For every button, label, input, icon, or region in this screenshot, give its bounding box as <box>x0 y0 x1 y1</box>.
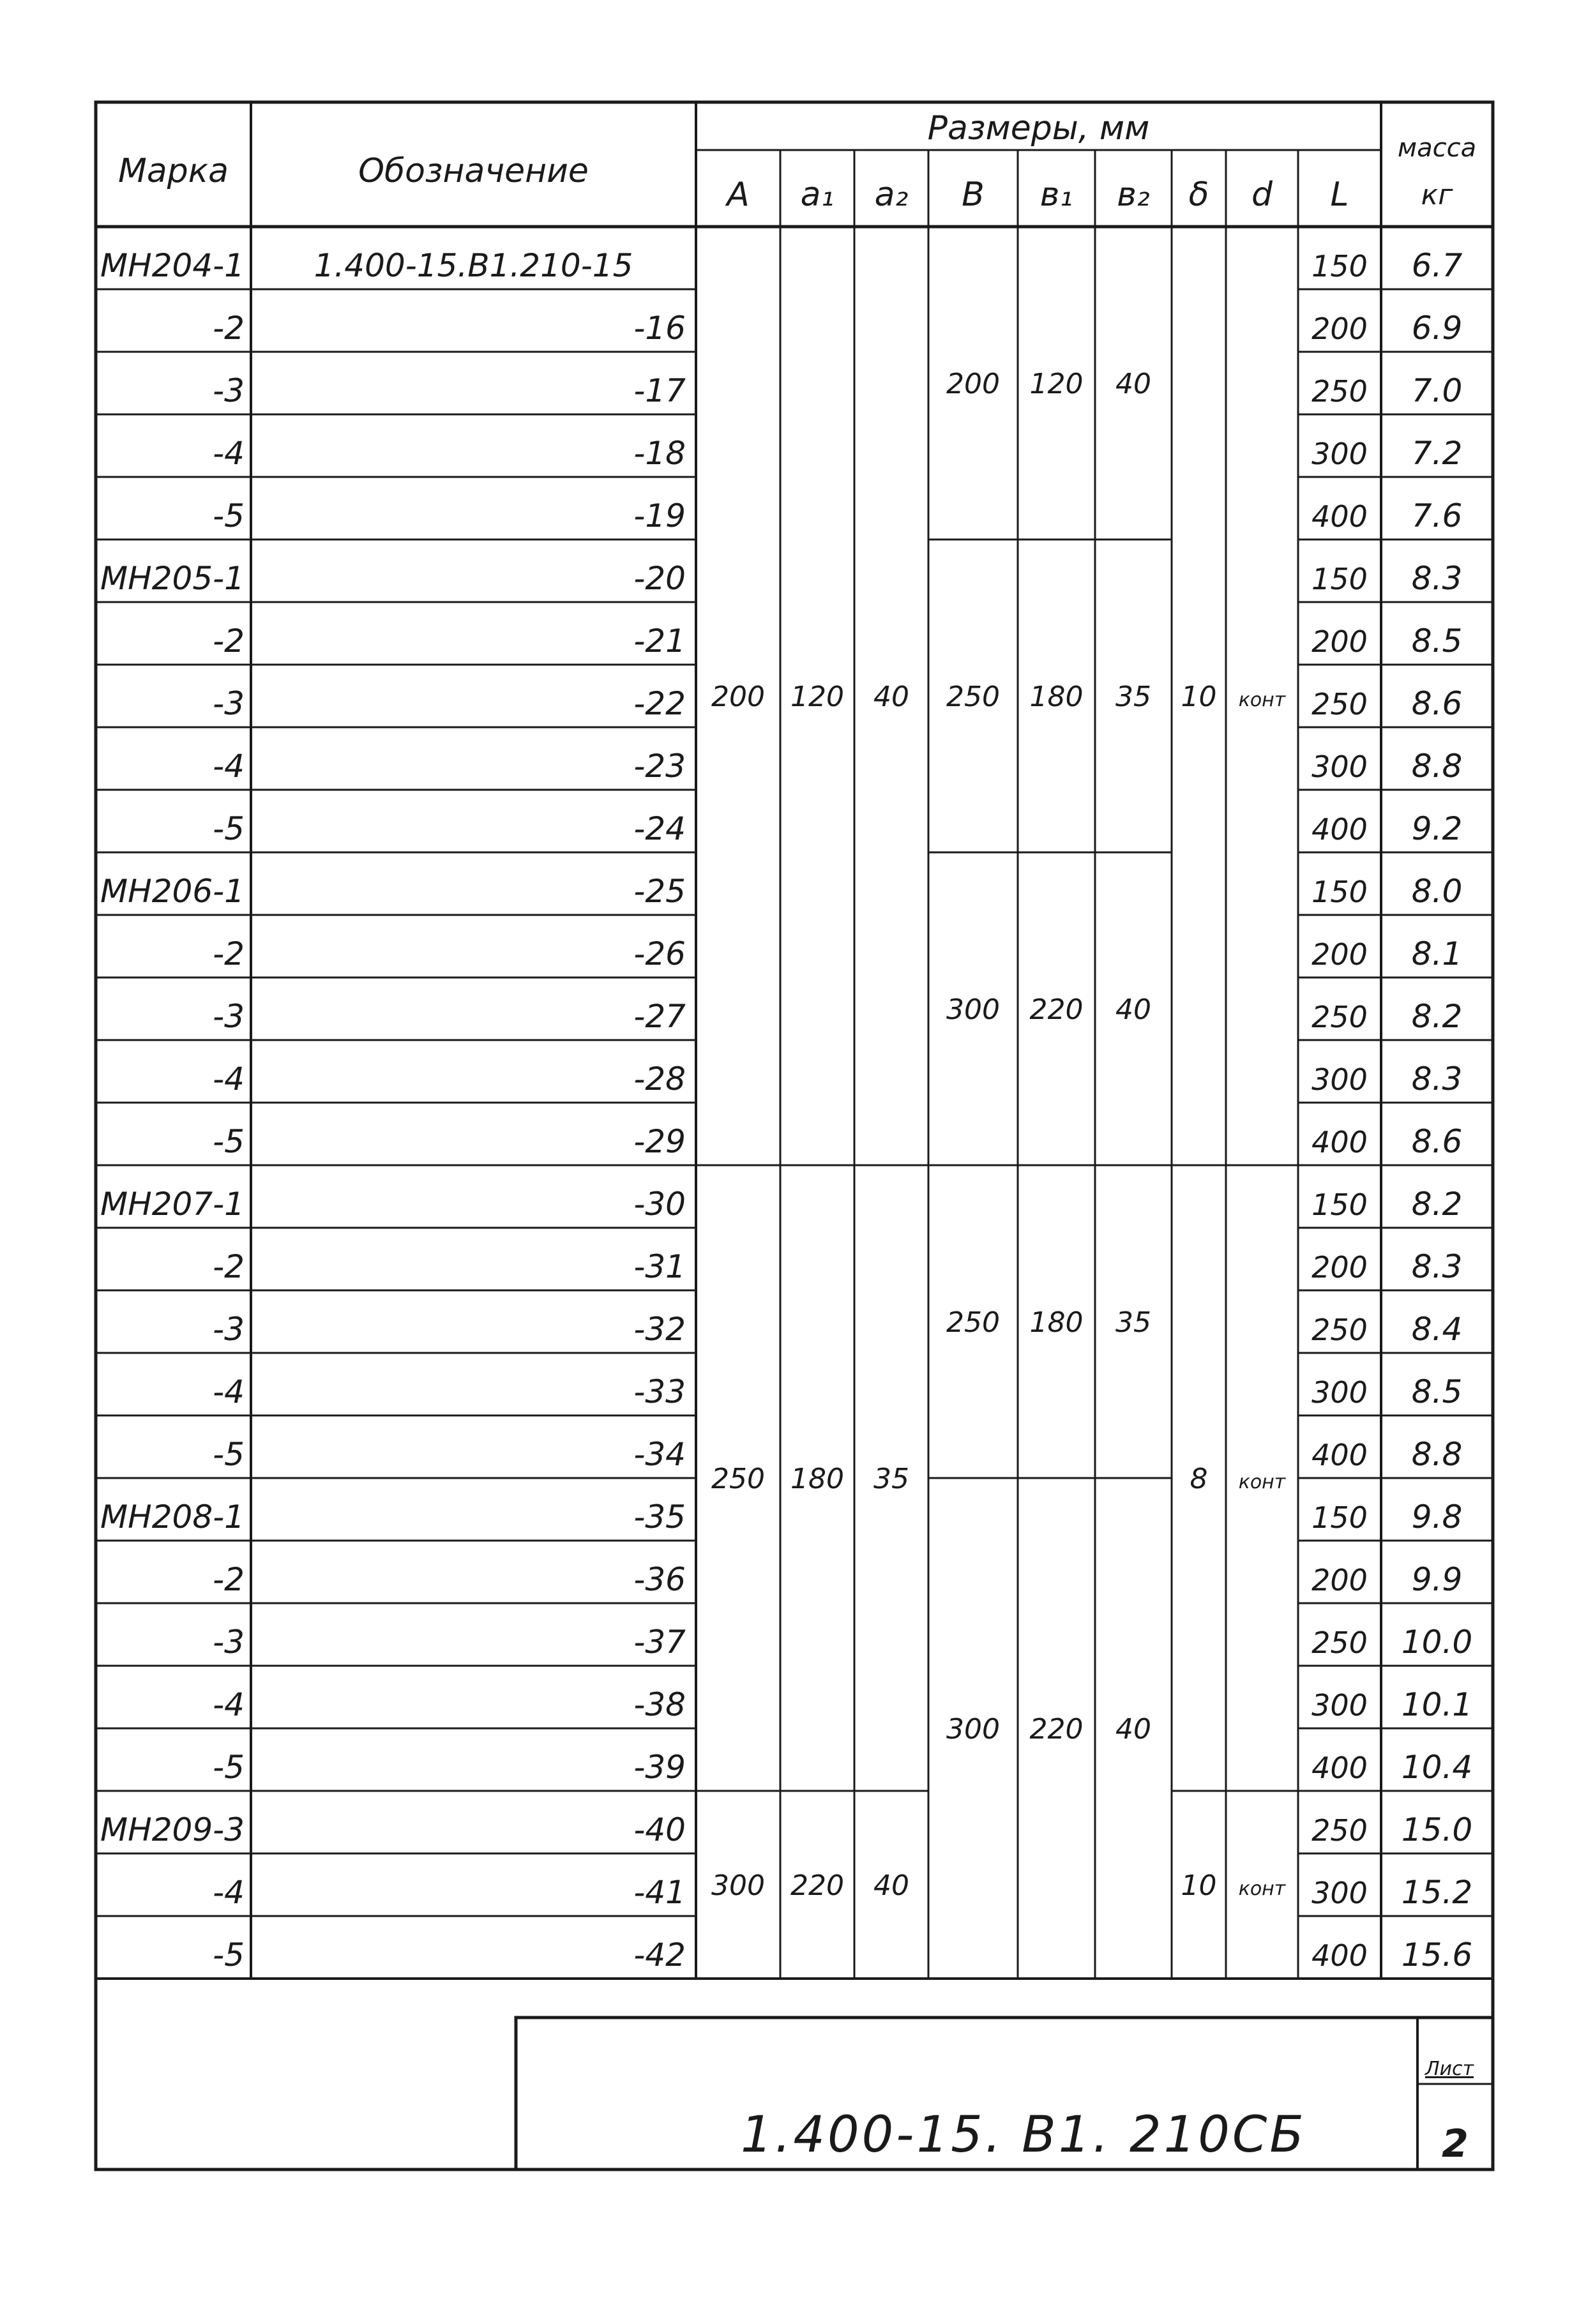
cell-designation: -39 <box>633 1749 686 1786</box>
col-b2-header: в₂ <box>1117 176 1150 214</box>
cell-designation: -20 <box>633 560 686 597</box>
group-B: 300 <box>946 993 1000 1026</box>
cell-designation: -28 <box>633 1060 686 1098</box>
cell-designation: -29 <box>633 1123 686 1160</box>
cell-mass: 7.0 <box>1411 372 1463 409</box>
cell-designation: -30 <box>633 1186 686 1223</box>
cell-L: 200 <box>1311 312 1368 346</box>
cell-mark: -5 <box>213 1749 245 1786</box>
cell-L: 400 <box>1311 1125 1368 1159</box>
col-d-header: d <box>1251 176 1273 214</box>
group-a1: 220 <box>790 1869 844 1902</box>
cell-mark: -3 <box>213 685 245 722</box>
cell-designation: -25 <box>633 873 686 910</box>
cell-mass: 8.5 <box>1411 622 1463 660</box>
cell-mark: -3 <box>213 372 245 409</box>
cell-mass: 8.3 <box>1411 560 1463 597</box>
cell-mass: 8.3 <box>1411 1060 1463 1098</box>
cell-mark: -2 <box>213 622 245 660</box>
cell-L: 300 <box>1311 437 1368 471</box>
col-L-header: L <box>1330 176 1349 214</box>
group-B: 300 <box>946 1713 1000 1746</box>
cell-L: 150 <box>1311 1188 1368 1222</box>
group-d: конт <box>1238 689 1286 711</box>
cell-L: 200 <box>1311 1250 1368 1285</box>
cell-L: 400 <box>1311 1938 1368 1973</box>
table-grid <box>96 102 1493 2169</box>
col-a2-header: a₂ <box>874 176 909 214</box>
col-a1-header: a₁ <box>800 176 835 214</box>
cell-mark: -2 <box>213 1561 245 1598</box>
cell-mark: -3 <box>213 998 245 1035</box>
cell-mass: 15.6 <box>1401 1936 1473 1973</box>
cell-mark: -4 <box>213 1373 245 1410</box>
cell-L: 250 <box>1311 1626 1368 1660</box>
cell-mark: МН207-1 <box>100 1186 245 1223</box>
cell-mass: 8.2 <box>1411 1186 1463 1223</box>
cell-L: 250 <box>1311 1000 1368 1034</box>
group-delta: 10 <box>1181 1869 1217 1902</box>
group-delta: 10 <box>1181 681 1217 713</box>
document-code: 1.400-15. В1. 210СБ <box>741 2106 1306 2164</box>
cell-mark: -2 <box>213 310 245 347</box>
cell-mark: МН206-1 <box>100 873 245 910</box>
cell-L: 300 <box>1311 1375 1368 1410</box>
cell-designation: -26 <box>633 935 686 972</box>
cell-designation: 1.400-15.В1.210-15 <box>314 247 633 284</box>
group-A: 200 <box>711 681 765 713</box>
header-mark: Марка <box>117 152 229 190</box>
cell-designation: -33 <box>633 1373 686 1410</box>
cell-mark: МН204-1 <box>100 247 245 284</box>
cell-designation: -42 <box>633 1936 686 1973</box>
cell-mark: -5 <box>213 810 245 847</box>
cell-L: 400 <box>1311 812 1368 847</box>
cell-designation: -22 <box>633 685 686 722</box>
cell-mass: 7.2 <box>1411 435 1463 472</box>
col-B-header: B <box>962 176 985 214</box>
cell-mark: -4 <box>213 1686 245 1723</box>
cell-designation: -32 <box>633 1311 686 1348</box>
cell-mass: 8.6 <box>1411 685 1463 722</box>
group-B: 250 <box>946 681 1000 713</box>
cell-mass: 9.9 <box>1411 1561 1463 1598</box>
cell-designation: -37 <box>633 1624 686 1661</box>
group-a2: 40 <box>873 681 909 713</box>
cell-mass: 8.6 <box>1411 1123 1463 1160</box>
cell-designation: -18 <box>633 435 686 472</box>
cell-mass: 9.8 <box>1411 1498 1463 1535</box>
group-A: 300 <box>711 1869 765 1902</box>
cell-mass: 9.2 <box>1411 810 1463 847</box>
cell-designation: -34 <box>633 1436 686 1473</box>
group-b1: 220 <box>1029 1713 1084 1746</box>
cell-mass: 8.8 <box>1411 1436 1463 1473</box>
cell-mass: 8.4 <box>1411 1311 1463 1348</box>
cell-mark: -2 <box>213 935 245 972</box>
sheet-label: Лист <box>1425 2058 1474 2080</box>
cell-L: 150 <box>1311 875 1368 909</box>
group-b2: 35 <box>1115 1306 1151 1339</box>
cell-designation: -21 <box>633 622 686 660</box>
cell-designation: -36 <box>633 1561 686 1598</box>
cell-L: 250 <box>1311 1813 1368 1848</box>
col-delta-header: δ <box>1188 176 1209 214</box>
cell-designation: -40 <box>633 1811 686 1848</box>
cell-mass: 6.7 <box>1411 247 1463 284</box>
group-b2: 40 <box>1115 1713 1151 1746</box>
group-b1: 180 <box>1029 1306 1084 1339</box>
group-b1: 180 <box>1029 681 1084 713</box>
cell-L: 400 <box>1311 499 1368 534</box>
cell-mass: 10.0 <box>1401 1624 1473 1661</box>
group-B: 200 <box>946 368 1000 400</box>
group-a2: 35 <box>873 1463 909 1495</box>
group-d: конт <box>1238 1471 1286 1493</box>
table-cells <box>100 109 1476 1973</box>
header-mass: масса <box>1397 133 1477 163</box>
cell-designation: -23 <box>633 748 686 785</box>
cell-designation: -17 <box>633 372 686 409</box>
cell-mark: -5 <box>213 1936 245 1973</box>
cell-L: 300 <box>1311 1876 1368 1910</box>
cell-mass: 8.3 <box>1411 1248 1463 1285</box>
cell-L: 300 <box>1311 1062 1368 1097</box>
cell-mass: 10.1 <box>1401 1686 1473 1723</box>
cell-mass: 8.0 <box>1411 873 1463 910</box>
cell-mass: 8.2 <box>1411 998 1463 1035</box>
cell-designation: -35 <box>633 1498 686 1535</box>
cell-mark: -5 <box>213 1123 245 1160</box>
cell-L: 300 <box>1311 1688 1368 1723</box>
group-delta: 8 <box>1190 1463 1208 1495</box>
cell-L: 200 <box>1311 624 1368 659</box>
cell-L: 250 <box>1311 687 1368 721</box>
cell-mark: -3 <box>213 1624 245 1661</box>
cell-mark: -4 <box>213 1874 245 1911</box>
cell-mark: -2 <box>213 1248 245 1285</box>
cell-designation: -31 <box>633 1248 686 1285</box>
cell-mass: 10.4 <box>1401 1749 1473 1786</box>
cell-mass: 15.2 <box>1401 1874 1473 1911</box>
header-dimensions: Размеры, мм <box>927 109 1150 147</box>
cell-mark: -5 <box>213 1436 245 1473</box>
cell-mass: 7.6 <box>1411 497 1463 534</box>
group-d: конт <box>1238 1878 1286 1900</box>
group-b1: 220 <box>1029 993 1084 1026</box>
cell-mass: 8.8 <box>1411 748 1463 785</box>
cell-L: 250 <box>1311 374 1368 409</box>
group-b1: 120 <box>1029 368 1084 400</box>
cell-mark: МН208-1 <box>100 1498 245 1535</box>
group-b2: 35 <box>1115 681 1151 713</box>
cell-L: 150 <box>1311 562 1368 596</box>
cell-mark: -4 <box>213 435 245 472</box>
cell-designation: -27 <box>633 998 686 1035</box>
group-b2: 40 <box>1115 368 1151 400</box>
cell-mass: 15.0 <box>1401 1811 1473 1848</box>
cell-designation: -41 <box>633 1874 686 1911</box>
cell-mark: -4 <box>213 1060 245 1098</box>
cell-mark: -4 <box>213 748 245 785</box>
group-B: 250 <box>946 1306 1000 1339</box>
cell-L: 400 <box>1311 1438 1368 1472</box>
cell-L: 250 <box>1311 1313 1368 1347</box>
cell-designation: -19 <box>633 497 686 534</box>
cell-mark: МН209-3 <box>100 1811 245 1848</box>
cell-L: 200 <box>1311 1563 1368 1597</box>
cell-L: 400 <box>1311 1751 1368 1785</box>
col-b1-header: в₁ <box>1039 176 1073 214</box>
header-mass-unit: кг <box>1421 179 1453 211</box>
cell-mass: 8.1 <box>1411 935 1463 972</box>
cell-mark: -5 <box>213 497 245 534</box>
cell-L: 300 <box>1311 750 1368 784</box>
cell-designation: -38 <box>633 1686 686 1723</box>
cell-L: 150 <box>1311 1500 1368 1535</box>
sheet-number: 2 <box>1442 2122 1469 2166</box>
cell-mass: 6.9 <box>1411 310 1463 347</box>
cell-designation: -24 <box>633 810 686 847</box>
cell-L: 200 <box>1311 937 1368 972</box>
group-a2: 40 <box>873 1869 909 1902</box>
col-A-header: A <box>727 176 750 214</box>
group-a1: 120 <box>790 681 844 713</box>
group-a1: 180 <box>790 1463 844 1495</box>
group-b2: 40 <box>1115 993 1151 1026</box>
cell-L: 150 <box>1311 249 1368 283</box>
cell-mark: -3 <box>213 1311 245 1348</box>
group-A: 250 <box>711 1463 765 1495</box>
cell-mark: МН205-1 <box>100 560 245 597</box>
cell-designation: -16 <box>633 310 686 347</box>
header-designation: Обозначение <box>358 152 589 190</box>
cell-mass: 8.5 <box>1411 1373 1463 1410</box>
